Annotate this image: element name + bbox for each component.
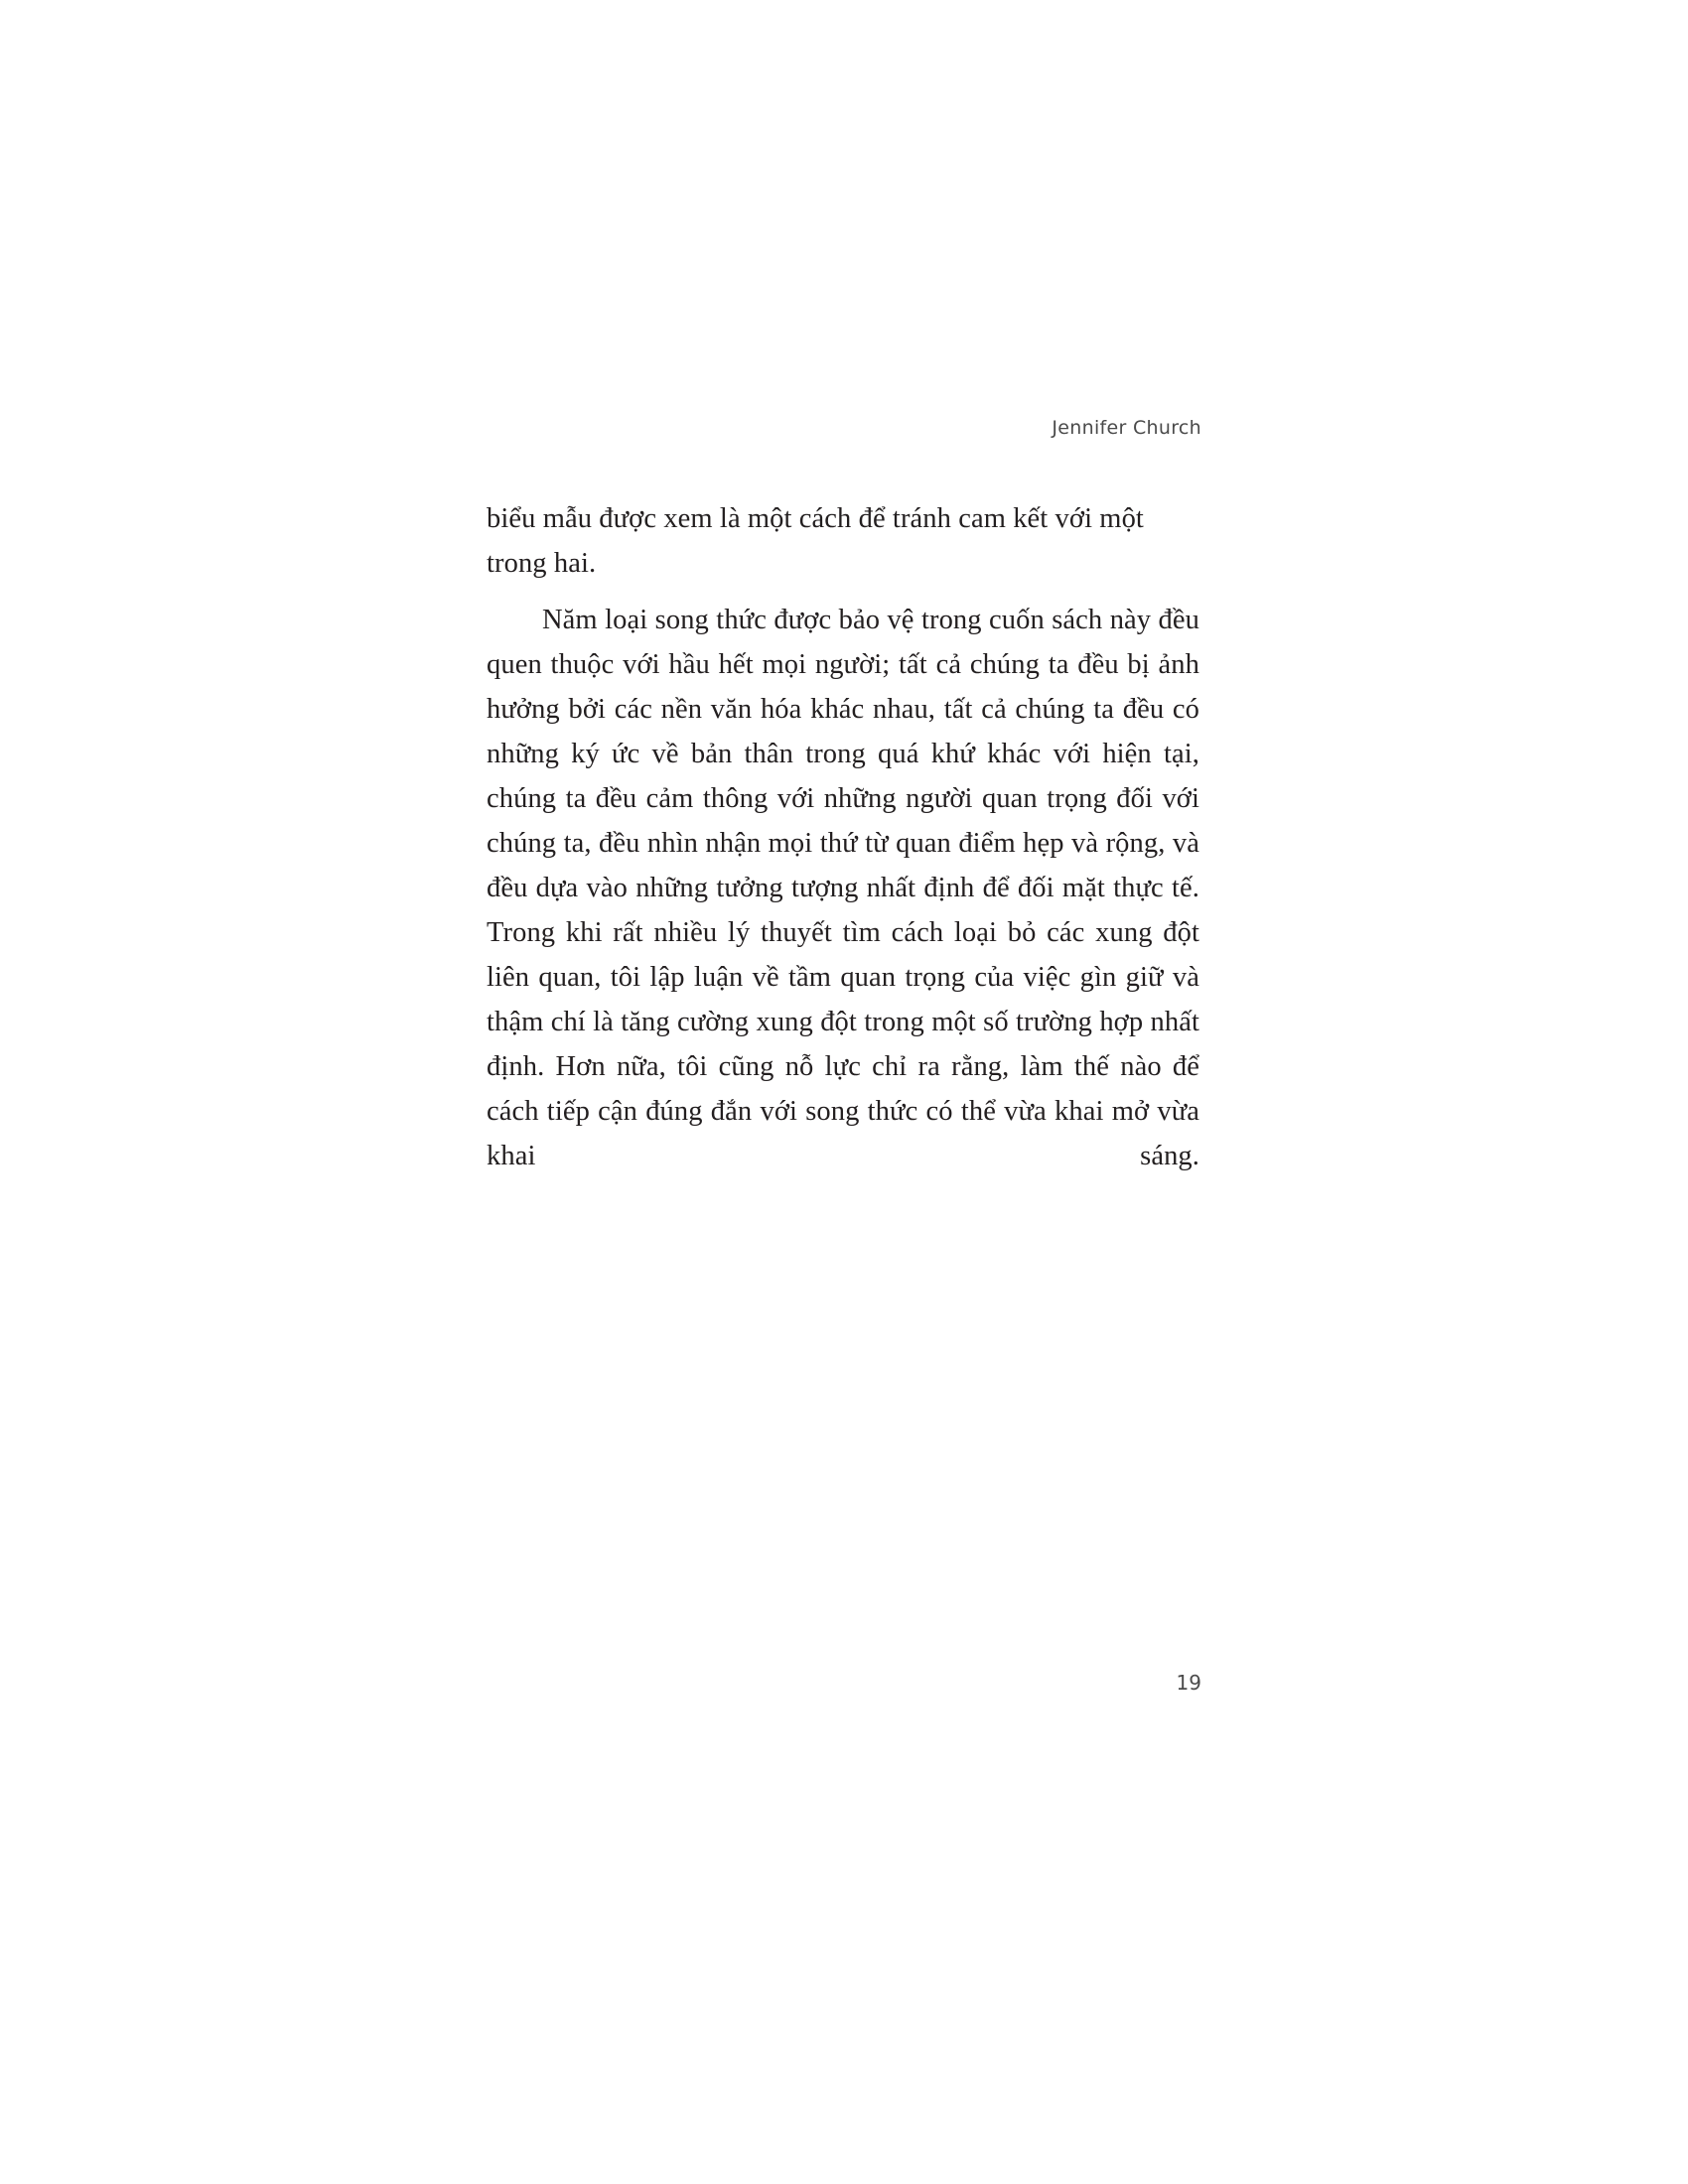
paragraph-body: Năm loại song thức được bảo vệ trong cuốn sách này đều quen thuộc với hầu hết mọi người; tất cả chúng ta đều bị ảnh hưởng bởi các nền văn hóa khác nhau, tất cả chúng ta đều có những ký ức về bản thân trong quá khứ khác với hiện tại, chúng ta đều cảm thông với những người quan trọng đối với chúng ta, đều nhìn nhận mọi thứ từ quan điểm hẹp và rộng, và đều dựa vào những tưởng tượng nhất định để đối mặt thực tế. Trong khi rất nhiều lý thuyết tìm cách loại bỏ các xung đột liên quan, tôi lập luận về tầm quan trọng của việc gìn giữ và thậm chí là tăng cường xung đột trong một số trường hợp nhất định. Hơn nữa, tôi cũng nỗ lực chỉ ra rằng, làm thế nào để cách tiếp cận đúng đắn với song thức có thể vừa khai mở vừa khai sáng. xyxy=(487,605,1199,1171)
body-text-block xyxy=(487,496,1199,1223)
page-number: 19 xyxy=(1176,1671,1201,1695)
paragraph-continued: biểu mẫu được xem là một cách để tránh cam kết với một trong hai. xyxy=(487,503,1144,579)
running-head-author: Jennifer Church xyxy=(1052,417,1201,439)
